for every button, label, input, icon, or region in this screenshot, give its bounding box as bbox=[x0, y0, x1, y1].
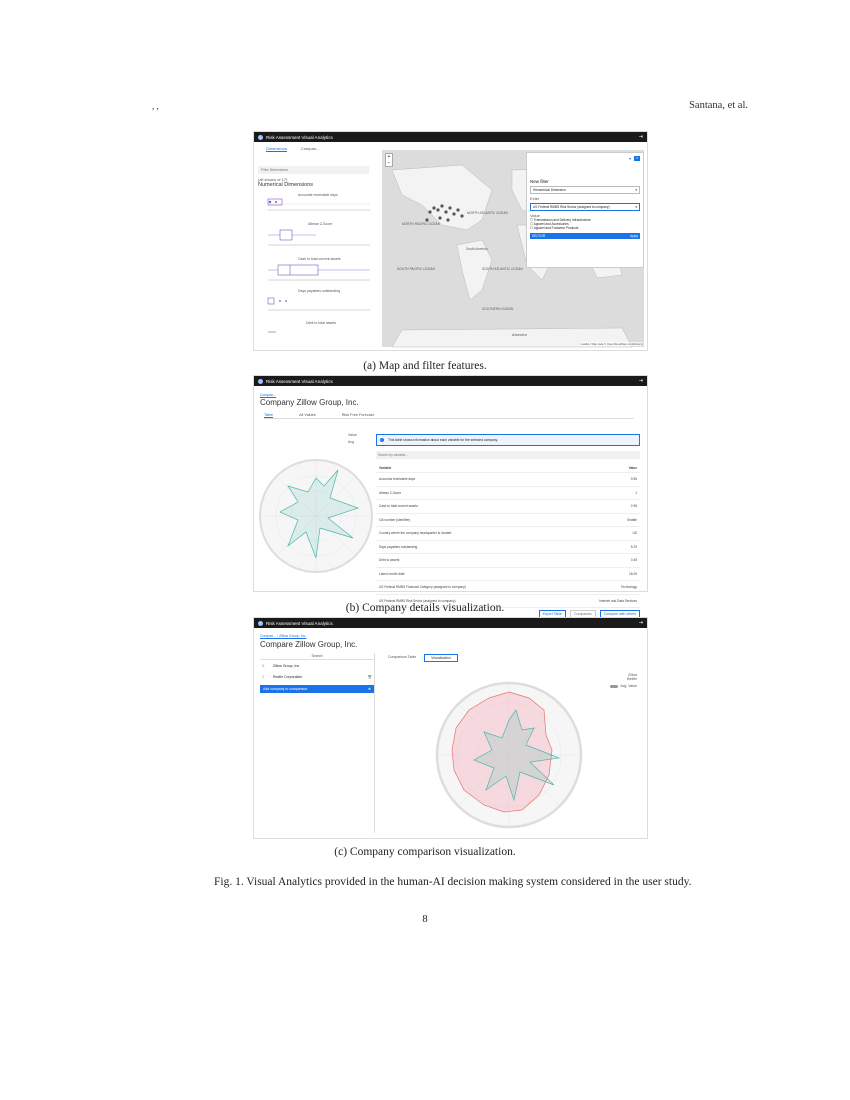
dim-label-1: Altman Z-Score bbox=[308, 222, 333, 226]
caption-c: (c) Company comparison visualization. bbox=[334, 846, 516, 858]
info-banner bbox=[376, 434, 640, 446]
col-header-variable[interactable]: Variable bbox=[379, 466, 392, 470]
close-icon[interactable]: × bbox=[635, 156, 638, 160]
company-list bbox=[260, 653, 375, 833]
export-table-button[interactable]: Export Table bbox=[539, 610, 566, 618]
map-label-6: South America bbox=[466, 247, 488, 251]
map-label-2: SOUTH PACIFIC OCEAN bbox=[397, 267, 435, 271]
boxplot-3[interactable] bbox=[268, 298, 274, 304]
variable-search-input[interactable]: Search by variable... bbox=[376, 451, 640, 459]
legend-redfin: Redfin bbox=[626, 677, 637, 681]
option-0[interactable]: ☐ Transmission and Delivery Infrastructure bbox=[530, 218, 591, 222]
table-row[interactable]: US Federal RMBS Risk Sector (assigned to company) Internet and Data Services bbox=[376, 595, 640, 609]
map-attribution: Leaflet | Map data © OpenStreetMap contributors bbox=[580, 342, 642, 346]
boxplot-list bbox=[258, 190, 376, 350]
running-header-right: Santana, et al. bbox=[689, 100, 748, 111]
compare-button[interactable]: Compare with others bbox=[600, 610, 640, 618]
tab-table[interactable]: Table bbox=[264, 413, 274, 417]
dimensions-count: (all shown of 17) bbox=[258, 177, 288, 182]
comparison-legend: Zillow Redfin Avg. Value bbox=[610, 673, 637, 688]
tab-companies[interactable]: Compan... bbox=[300, 146, 320, 151]
list-header: Search bbox=[260, 653, 374, 660]
numerical-dimensions-title: Numerical Dimensions bbox=[258, 182, 314, 188]
app-logo-icon bbox=[258, 379, 263, 384]
dimension-filter-input[interactable]: Filter Dimensions bbox=[258, 166, 369, 174]
sector-dropdown-button[interactable]: ▾ bbox=[628, 156, 631, 161]
map-label-8: Antarctica bbox=[512, 333, 527, 337]
radar-chart-b[interactable] bbox=[258, 428, 378, 588]
page-title: Company Zillow Group, Inc. bbox=[260, 398, 359, 407]
table-row[interactable]: Cik number (identifier) Seattle bbox=[376, 514, 640, 528]
popup-apply-button[interactable]: Apply bbox=[630, 234, 638, 238]
zoom-controls[interactable]: + − bbox=[385, 153, 393, 167]
companies-button[interactable]: Companies bbox=[570, 610, 596, 618]
app-navbar-b bbox=[254, 376, 647, 386]
add-company-button[interactable]: Add company to comparison ⊕ bbox=[260, 685, 374, 693]
table-row[interactable]: Country where the company headquarter is located US bbox=[376, 527, 640, 541]
caption-b: (b) Company details visualization. bbox=[345, 602, 505, 614]
app-title: Risk Assessment Visual Analytics bbox=[266, 620, 333, 626]
tab-forecast[interactable]: Risk Free Forecast bbox=[341, 413, 374, 417]
list-item[interactable]: 1. Zillow Group, Inc. bbox=[262, 664, 301, 668]
popup-title: New filter bbox=[530, 179, 549, 184]
app-title: Risk Assessment Visual Analytics bbox=[266, 134, 333, 140]
tab-all-values[interactable]: All Values bbox=[299, 413, 316, 417]
table-row[interactable]: Accounts receivable days 9.55 bbox=[376, 473, 640, 487]
map-label-3: SOUTH ATLANTIC OCEAN bbox=[482, 267, 523, 271]
selected-sector[interactable]: SECTOR Apply bbox=[532, 234, 638, 238]
table-row[interactable]: Altman Z-Score 1 bbox=[376, 487, 640, 501]
table-row[interactable]: US Federal RMBS Financial Category (assigned to company) Technology bbox=[376, 581, 640, 595]
dim-label-2: Cash to total current assets bbox=[298, 257, 341, 261]
col-header-value[interactable]: Value bbox=[628, 466, 637, 470]
legend-avg: Avg bbox=[348, 440, 354, 444]
popup-label-2: Exter bbox=[530, 196, 540, 201]
delete-icon[interactable]: 🗑 bbox=[367, 675, 372, 679]
dim-label-3: Days payables outstanding bbox=[298, 289, 341, 293]
sector-select[interactable]: US Federal RMBS Risk Sector (assigned to company) ▾ bbox=[530, 203, 640, 211]
map-label-0: NORTH PACIFIC OCEAN bbox=[402, 222, 440, 226]
info-text: This table shows information about each variable for the selected company. bbox=[388, 438, 498, 442]
app-navbar-c bbox=[254, 618, 647, 628]
world-map[interactable] bbox=[382, 150, 644, 347]
logout-icon[interactable]: ⇥ bbox=[638, 620, 643, 626]
app-navbar bbox=[254, 132, 647, 142]
tab-visualization[interactable]: Visualization bbox=[424, 654, 458, 662]
tab-comparison-table[interactable]: Comparison Table bbox=[388, 655, 417, 659]
panel-company-comparison bbox=[253, 617, 648, 839]
logout-icon[interactable]: ⇥ bbox=[638, 134, 643, 140]
legend-zillow: Zillow bbox=[628, 673, 637, 677]
map-label-5: SOUTHERN OCEAN bbox=[482, 307, 514, 311]
panel-map-filter bbox=[253, 131, 648, 351]
page-number: 8 bbox=[422, 914, 428, 925]
option-1[interactable]: ☐ Apparel and Accessories bbox=[530, 222, 569, 226]
option-2[interactable]: ☐ Apparel and Footwear Products bbox=[530, 226, 579, 230]
tab-dimensions[interactable]: Dimensions bbox=[266, 146, 287, 151]
running-header-left: , , bbox=[152, 101, 159, 111]
map-label-1: NORTH ATLANTIC OCEAN bbox=[467, 211, 508, 215]
logout-icon[interactable]: ⇥ bbox=[638, 378, 643, 384]
page-title: Compare Zillow Group, Inc. bbox=[260, 640, 358, 649]
popup-label-3: Value bbox=[530, 213, 540, 218]
dimensions-sidebar bbox=[258, 146, 376, 346]
dim-label-0: Accounts receivable days bbox=[298, 193, 338, 197]
radar-chart-c[interactable] bbox=[434, 680, 584, 830]
boxplot-2[interactable] bbox=[278, 265, 318, 275]
figure-caption: Fig. 1. Visual Analytics provided in the human-AI decision making system considered in the user study. bbox=[214, 876, 692, 888]
avg-toggle[interactable] bbox=[610, 685, 618, 688]
new-filter-popup bbox=[526, 152, 644, 268]
legend-value: Value bbox=[348, 433, 357, 437]
table-row[interactable]: Debt to assets 0.45 bbox=[376, 554, 640, 568]
caption-a: (a) Map and filter features. bbox=[363, 360, 487, 372]
info-icon: i bbox=[381, 438, 383, 442]
app-title: Risk Assessment Visual Analytics bbox=[266, 378, 333, 384]
boxplot-1[interactable] bbox=[280, 230, 292, 240]
dim-label-4: Debt to total assets bbox=[306, 321, 336, 325]
dimension-type-select[interactable]: Hierarchical Dimension ▾ bbox=[530, 186, 640, 194]
app-logo-icon bbox=[258, 135, 263, 140]
table-row[interactable]: Latest month date 18.09 bbox=[376, 568, 640, 582]
table-row[interactable]: Cash to total current assets 2.96 bbox=[376, 500, 640, 514]
table-row[interactable]: Days payables outstanding 5.29 bbox=[376, 541, 640, 555]
table-header bbox=[376, 464, 640, 473]
breadcrumb[interactable]: Compan... bbox=[260, 393, 277, 397]
breadcrumb[interactable]: Compan... / Zillow Group, Inc. bbox=[260, 634, 307, 638]
app-logo-icon bbox=[258, 621, 263, 626]
list-item[interactable]: 2. Redfin Corporation 🗑 bbox=[262, 675, 372, 679]
